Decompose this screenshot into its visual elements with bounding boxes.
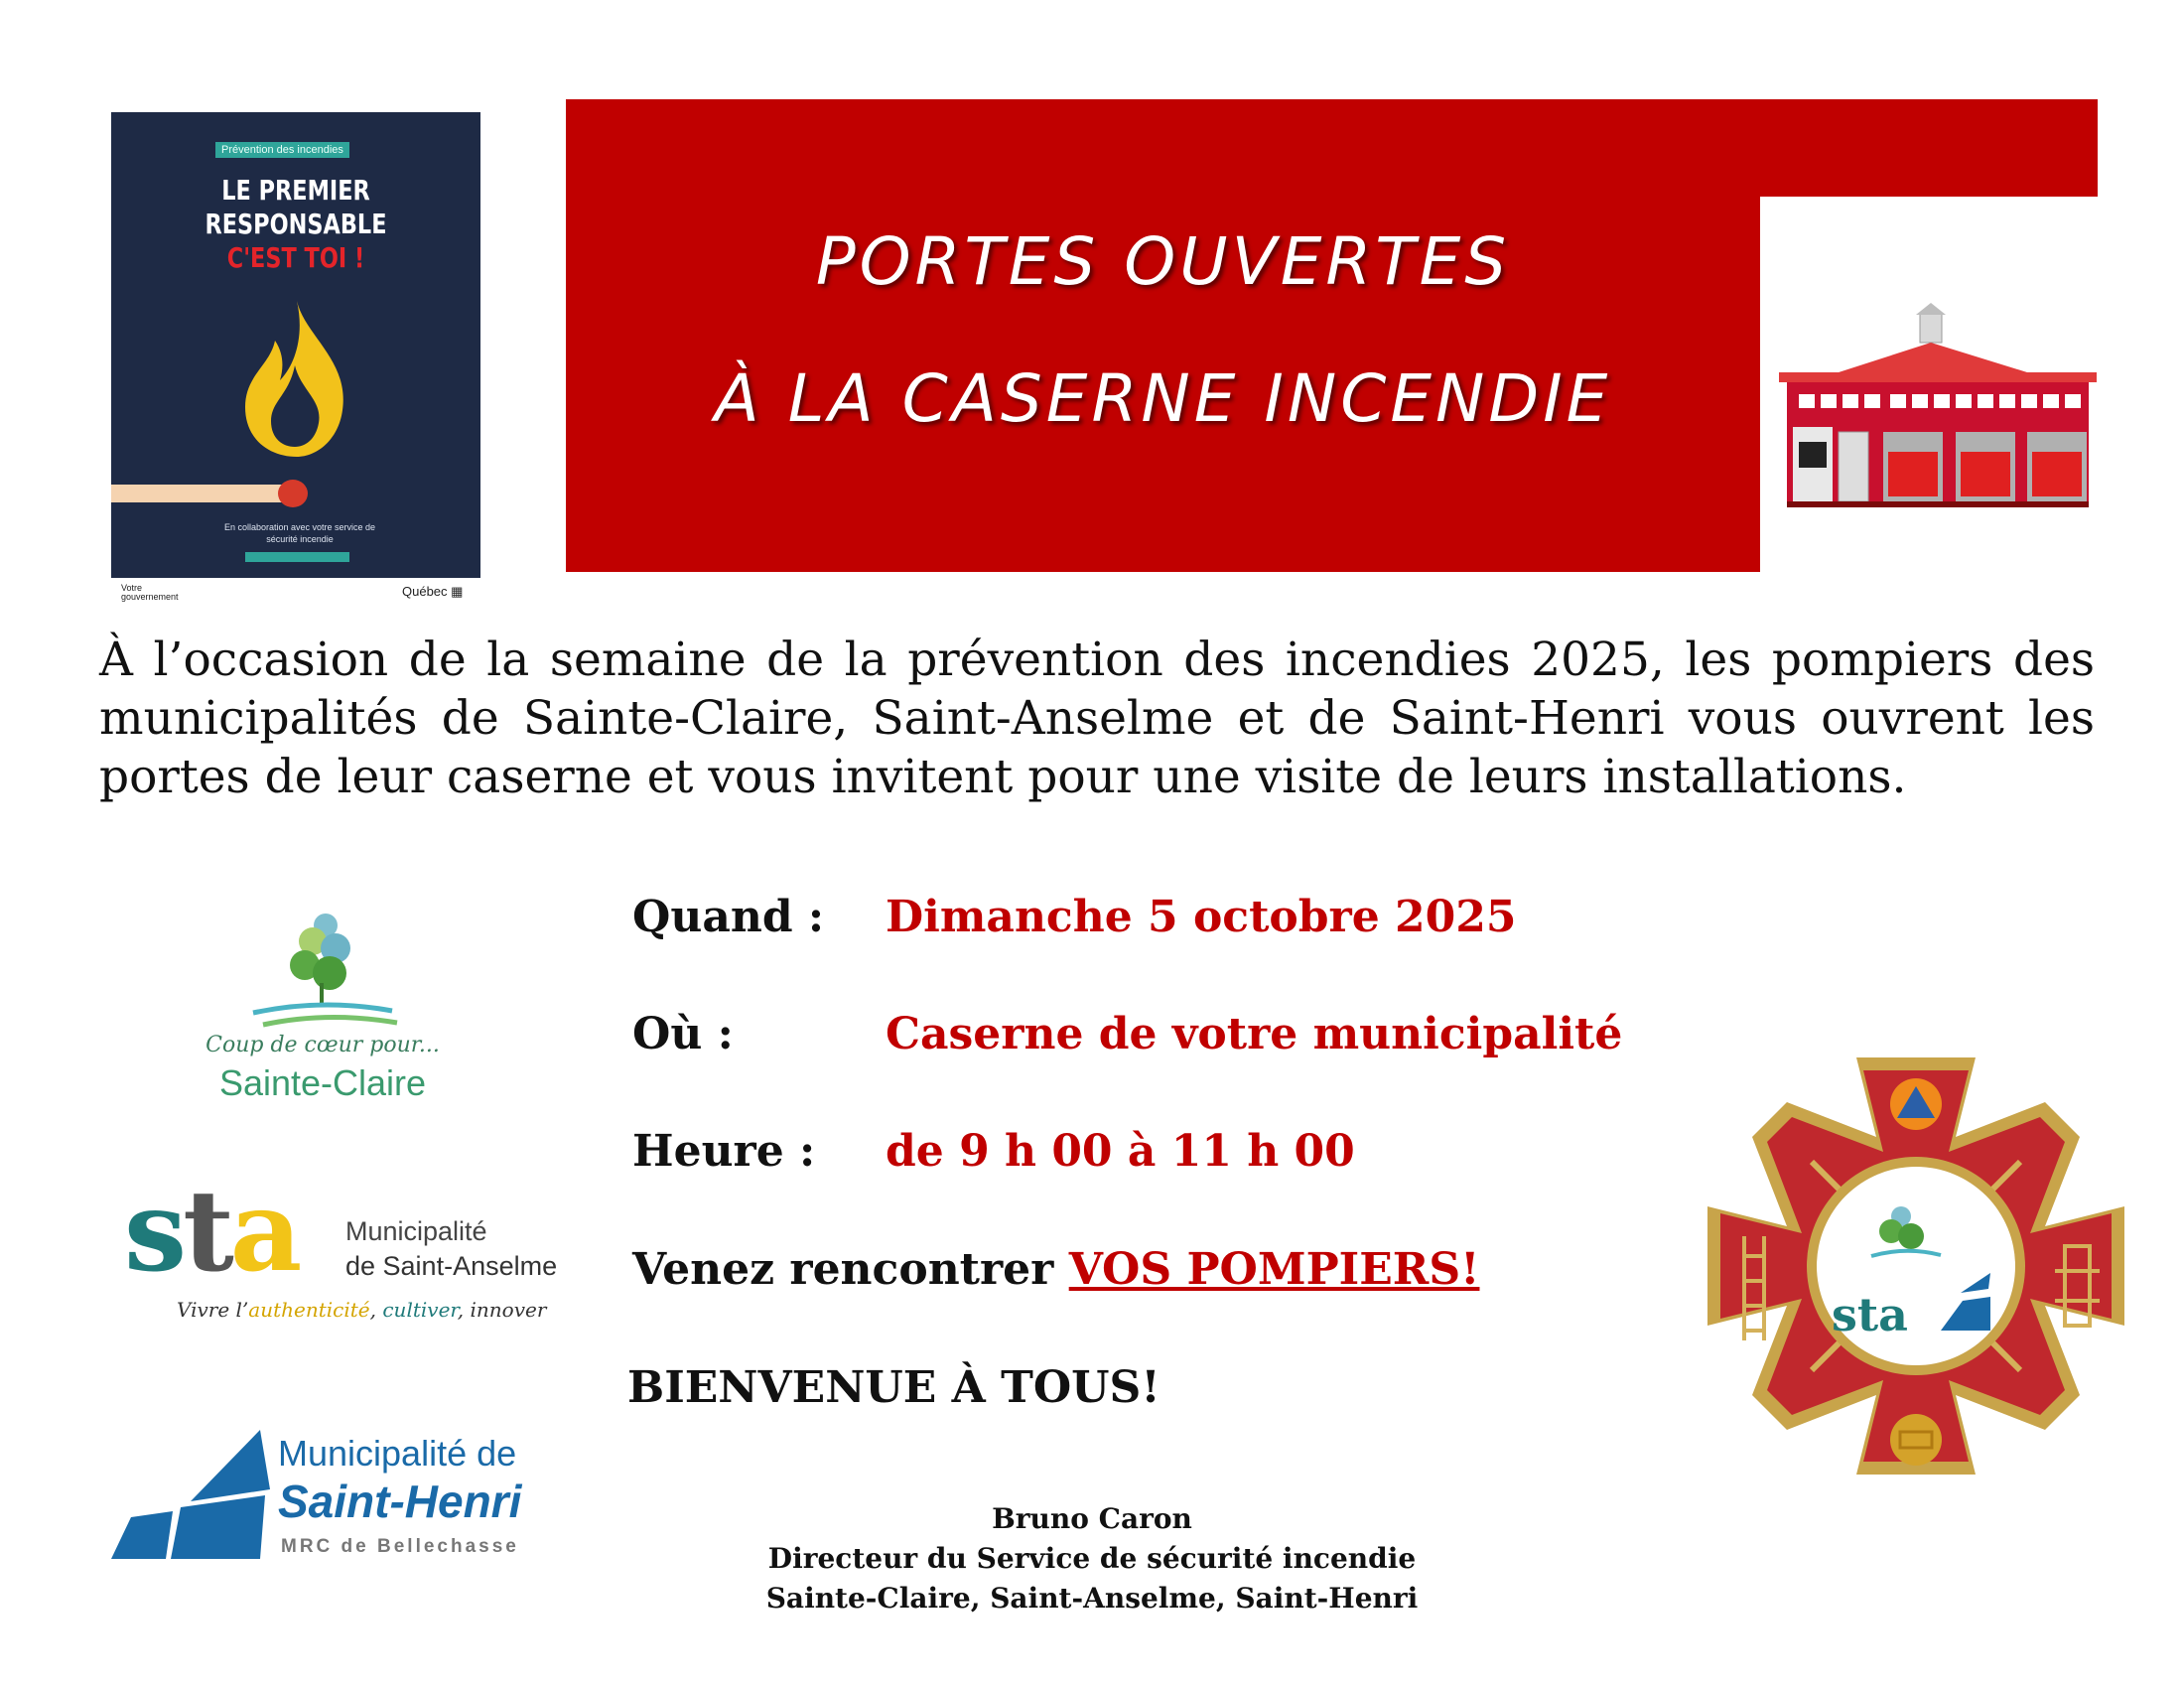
- saint-henri-logo-icon: [111, 1430, 280, 1559]
- poster-link-bar: [245, 552, 349, 562]
- fire-station-icon: [1779, 303, 2097, 511]
- saint-henri-muni: Municipalité de: [278, 1433, 517, 1474]
- meet-emphasis: VOS POMPIERS!: [1068, 1244, 1480, 1295]
- time-label: Heure :: [632, 1126, 816, 1177]
- intro-paragraph: À l’occasion de la semaine de la prévention des incendies 2025, les pompiers des municipalités de Sainte-Claire, Saint-Anselme et de Saint-Henri vous ouvrent les portes de leur caserne et vous invitent pour une visite de leurs installations.: [99, 633, 2095, 804]
- match-stick: [111, 485, 282, 502]
- where-value: Caserne de votre municipalité: [886, 1009, 1623, 1059]
- when-label: Quand :: [632, 892, 825, 942]
- sta-letter-s: s: [124, 1167, 184, 1297]
- slogan-part2: authenticité: [248, 1298, 370, 1322]
- saint-anselme-name: de Saint-Anselme: [345, 1251, 558, 1281]
- title-banner-tab: [1760, 99, 2098, 197]
- poster-headline-line1: LE PREMIER: [221, 174, 370, 207]
- sainte-claire-name: Sainte-Claire: [218, 1062, 427, 1103]
- when-value: Dimanche 5 octobre 2025: [886, 892, 1517, 942]
- banner-title-line2: À LA CASERNE INCENDIE: [714, 360, 1612, 437]
- signature-name: Bruno Caron: [992, 1502, 1192, 1535]
- gov-logo-text: [121, 584, 179, 602]
- slogan-part4: cultiver: [382, 1298, 458, 1322]
- signature-block: [695, 1499, 1489, 1618]
- sainte-claire-tagline: Coup de cœur pour...: [205, 1033, 440, 1057]
- match-head: [278, 480, 308, 507]
- poster-kicker: Prévention des incendies: [215, 142, 349, 158]
- slogan-part3: ,: [369, 1298, 383, 1322]
- gov-logo-line1: Votre: [121, 583, 143, 593]
- saint-henri-name: Saint-Henri: [278, 1476, 522, 1527]
- quebec-logo-text: Québec: [402, 584, 448, 599]
- slogan-part5: , innover: [457, 1298, 547, 1322]
- sta-letter-t: t: [183, 1167, 230, 1297]
- poster-headline-line3: C'EST TOI !: [226, 241, 365, 274]
- sta-letter-a: a: [229, 1167, 299, 1297]
- firefighter-badge: [1693, 1043, 2139, 1489]
- banner-title-line1: PORTES OUVERTES: [815, 223, 1511, 300]
- poster-headline: [148, 174, 444, 275]
- prevention-poster: [111, 112, 480, 578]
- saint-anselme-logo-letters: [124, 1167, 299, 1297]
- meet-line: [632, 1244, 1479, 1295]
- badge-sta-letters: sta: [1832, 1288, 1908, 1341]
- quebec-logo: [402, 584, 463, 600]
- time-value: de 9 h 00 à 11 h 00: [886, 1126, 1355, 1177]
- poster-headline-line2: RESPONSABLE: [205, 208, 387, 240]
- signature-municipalities: Sainte-Claire, Saint-Anselme, Saint-Henri: [765, 1582, 1419, 1615]
- saint-anselme-muni: Municipalité: [345, 1216, 487, 1246]
- saint-anselme-slogan: [177, 1298, 546, 1322]
- quebec-flag-icon: ▦: [451, 584, 464, 599]
- poster-collab: En collaboration avec votre service de sécurité incendie: [223, 522, 376, 544]
- where-label: Où :: [632, 1009, 734, 1059]
- flame-icon: [235, 296, 354, 460]
- saint-henri-mrc: MRC de Bellechasse: [281, 1536, 519, 1557]
- meet-text: Venez rencontrer: [632, 1244, 1069, 1295]
- signature-title: Directeur du Service de sécurité incendie: [767, 1542, 1417, 1575]
- slogan-part1: Vivre l’: [177, 1298, 249, 1322]
- welcome-text: BIENVENUE À TOUS!: [627, 1362, 1160, 1413]
- title-banner: [566, 99, 1760, 572]
- gov-logo-line2: gouvernement: [121, 592, 179, 602]
